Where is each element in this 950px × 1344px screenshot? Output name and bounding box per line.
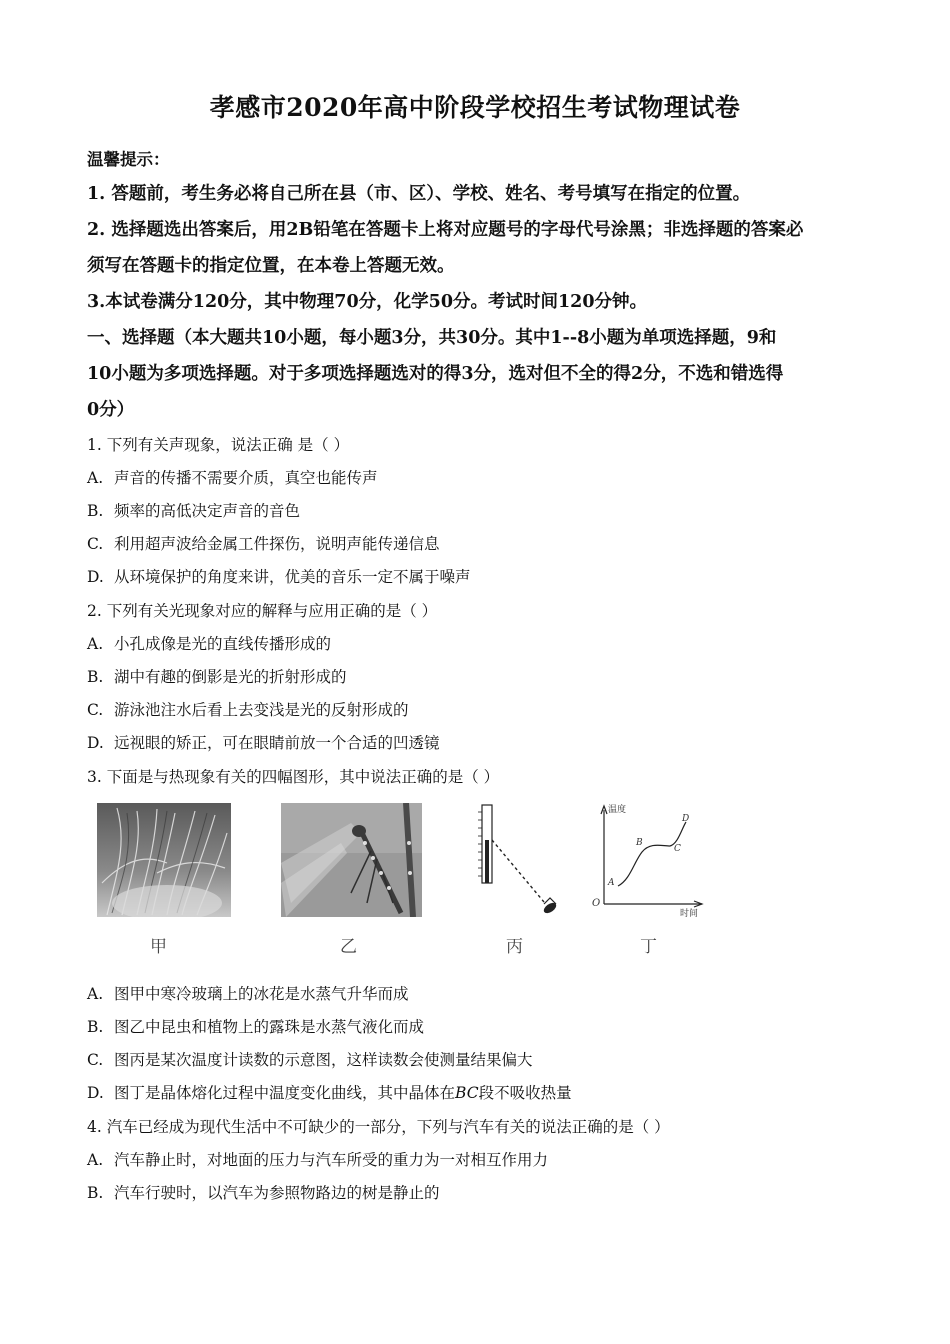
notice-item-2-line-2: 须写在答题卡的指定位置，在本卷上答题无效。 — [87, 256, 455, 276]
q3-option-b — [87, 1015, 424, 1037]
frost-pattern-image — [97, 803, 231, 917]
option-text: 图丙是某次温度计读数的示意图，这样读数会使测量结果偏大 — [114, 1051, 533, 1069]
option-letter: D. — [87, 734, 104, 752]
option-letter: A. — [87, 469, 104, 487]
option-letter: D. — [87, 568, 104, 586]
thermometer-eye-diagram — [470, 800, 570, 935]
q1-option-c — [87, 532, 440, 554]
option-letter: B. — [87, 1018, 104, 1036]
option-letter: C. — [87, 535, 104, 553]
option-text: 利用超声波给金属工件探伤，说明声能传递信息 — [114, 535, 440, 553]
notice-item-3: 3.本试卷满分120分，其中物理70分，化学50分。考试时间120分钟。 — [87, 292, 648, 312]
q2-option-d — [87, 731, 440, 753]
figure-thermometer-reading — [470, 800, 570, 935]
option-text-before: 图丁是晶体熔化过程中温度变化曲线，其中晶体在 — [114, 1084, 456, 1102]
q3-stem: 3. 下面是与热现象有关的四幅图形，其中说法正确的是（ ） — [87, 768, 500, 786]
option-text: 汽车行驶时，以汽车为参照物路边的树是静止的 — [114, 1184, 440, 1202]
option-letter: D. — [87, 1084, 104, 1102]
option-text: 从环境保护的角度来讲，优美的音乐一定不属于噪声 — [114, 568, 471, 586]
graph-point-c: C — [674, 844, 681, 854]
notice-item-1: 1. 答题前，考生务必将自己所在县（市、区）、学校、姓名、考号填写在指定的位置。 — [87, 184, 751, 204]
option-text: 汽车静止时，对地面的压力与汽车所受的重力为一对相互作用力 — [114, 1151, 549, 1169]
graph-xlabel: 时间 — [680, 909, 699, 919]
q2-option-b — [87, 665, 347, 687]
q1-option-d — [87, 565, 471, 587]
q2-stem: 2. 下列有关光现象对应的解释与应用正确的是（ ） — [87, 602, 438, 620]
q4-option-a — [87, 1148, 548, 1170]
option-text: 游泳池注水后看上去变浅是光的反射形成的 — [114, 701, 409, 719]
caption-jia: 甲 — [150, 937, 167, 957]
graph-ylabel: 温度 — [608, 805, 627, 815]
q1-option-a — [87, 466, 378, 488]
q2-option-c — [87, 698, 409, 720]
option-text: 远视眼的矫正，可在眼睛前放一个合适的凹透镜 — [114, 734, 440, 752]
q1-stem: 1. 下列有关声现象，说法正确 是（ ） — [87, 436, 350, 454]
option-letter: B. — [87, 1184, 104, 1202]
section-1-line-1: 一、选择题（本大题共10小题，每小题3分，共30分。其中1--8小题为单项选择题，9和 — [87, 328, 777, 348]
option-letter: C. — [87, 1051, 104, 1069]
graph-origin: O — [592, 898, 601, 909]
figure-melting-graph — [590, 800, 710, 920]
option-text: 小孔成像是光的直线传播形成的 — [114, 635, 332, 653]
option-text: 图乙中昆虫和植物上的露珠是水蒸气液化而成 — [114, 1018, 425, 1036]
graph-point-d: D — [682, 814, 690, 824]
q3-option-a — [87, 982, 409, 1004]
q4-stem: 4. 汽车已经成为现代生活中不可缺少的一部分，下列与汽车有关的说法正确的是（ ） — [87, 1118, 670, 1136]
notice-item-2-line-1: 2. 选择题选出答案后，用2B铅笔在答题卡上将对应题号的字母代号涂黑；非选择题的答案必 — [87, 220, 804, 240]
q3-option-d — [87, 1081, 572, 1103]
option-letter: A. — [87, 635, 104, 653]
q1-option-b — [87, 499, 300, 521]
option-letter: B. — [87, 502, 104, 520]
notice-heading: 温馨提示： — [87, 150, 170, 169]
graph-point-b: B — [636, 838, 643, 848]
q3-option-c — [87, 1048, 533, 1070]
option-text: 图甲中寒冷玻璃上的冰花是水蒸气升华而成 — [114, 985, 409, 1003]
option-text: 频率的高低决定声音的音色 — [114, 502, 301, 520]
option-text: 湖中有趣的倒影是光的折射形成的 — [114, 668, 347, 686]
option-text-em: BC — [455, 1084, 479, 1102]
caption-bing: 丙 — [506, 937, 523, 957]
caption-ding: 丁 — [640, 937, 657, 957]
option-letter: B. — [87, 668, 104, 686]
figure-frost-photo — [97, 803, 231, 917]
dragonfly-dew-image — [281, 803, 422, 917]
q4-option-b — [87, 1181, 440, 1203]
option-letter: A. — [87, 985, 104, 1003]
option-letter: A. — [87, 1151, 104, 1169]
section-1-line-2: 10小题为多项选择题。对于多项选择题选对的得3分，选对但不全的得2分，不选和错选得 — [87, 364, 784, 384]
melting-curve-graph — [590, 800, 710, 920]
section-1-line-3: 0分） — [87, 400, 135, 420]
caption-yi: 乙 — [340, 937, 357, 957]
temperature-curve — [618, 822, 686, 886]
q2-option-a — [87, 632, 331, 654]
option-letter: C. — [87, 701, 104, 719]
option-text: 声音的传播不需要介质，真空也能传声 — [114, 469, 378, 487]
graph-point-a: A — [608, 878, 615, 888]
option-text-after: 段不吸收热量 — [478, 1084, 572, 1102]
page-title: 孝感市2020年高中阶段学校招生考试物理试卷 — [209, 93, 741, 122]
figure-insect-photo — [281, 803, 422, 917]
